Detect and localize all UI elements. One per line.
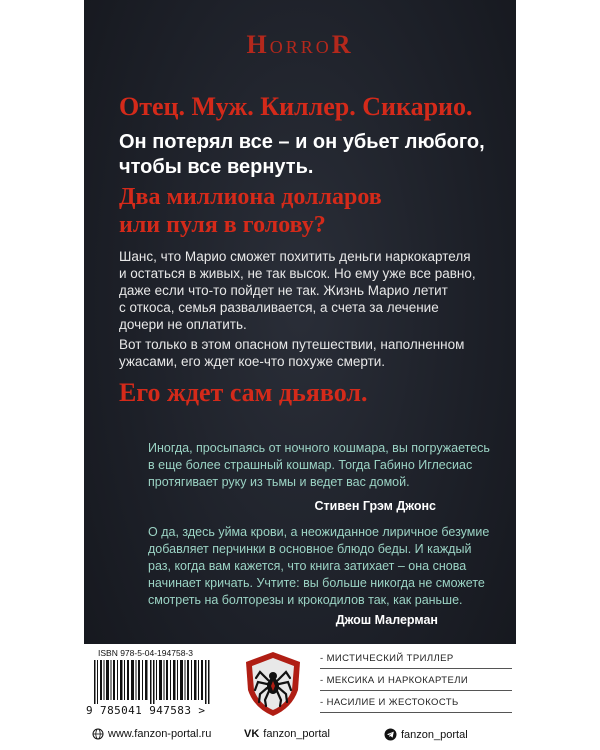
quote-line: начинает кричать. Учтите: вы больше никогда не сможете (148, 576, 485, 590)
tagline-line: Он потерял все – и он убьет любого, (119, 131, 485, 153)
barcode-block (84, 648, 216, 718)
headline: Отец. Муж. Киллер. Сикарио. (119, 92, 473, 121)
website-link[interactable] (92, 728, 211, 740)
imprint-strip (84, 644, 516, 750)
spider-emblem-icon (242, 650, 304, 718)
vk-handle: fanzon_portal (263, 728, 330, 740)
vk-icon: VK (244, 728, 260, 740)
quote-line: в еще более страшный кошмар. Тогда Габино Иглесиас (148, 458, 473, 472)
text-line: ужасами, его ждет кое-что похуже смерти. (119, 354, 386, 369)
genre-item: - МЕКСИКА И НАРКОКАРТЕЛИ (320, 672, 512, 691)
review-quote-2 (148, 524, 496, 609)
quote-line: добавляет перчинки в основное блюдо беды. И каждый (148, 542, 472, 556)
telegram-handle: fanzon_portal (401, 729, 468, 741)
synopsis-paragraph-2 (119, 336, 503, 370)
ean-number: 9 785041 947583 > (86, 704, 206, 717)
tagline-line: чтобы все вернуть. (119, 156, 314, 178)
text-line: Вот только в этом опасном путешествии, наполненном (119, 337, 465, 352)
quote-line: О да, здесь уйма крови, а неожиданное лиричное безумие (148, 525, 490, 539)
genre-list (320, 650, 512, 716)
vk-link[interactable] (244, 728, 330, 740)
text-line: даже если что-то пойдет не так. Жизнь Марио летит (119, 283, 448, 298)
logo-middle: ORRO (269, 37, 332, 57)
horror-series-logo (84, 30, 516, 60)
telegram-icon (384, 728, 397, 741)
review-author-1: Стивен Грэм Джонс (314, 499, 436, 513)
review-quote-1 (148, 440, 496, 491)
isbn-number: ISBN 978-5-04-194758-3 (98, 648, 193, 658)
text-line: дочери не оплатить. (119, 317, 247, 332)
quote-line: раз, когда вам кажется, что книга затихает – она снова (148, 559, 467, 573)
social-links (84, 726, 516, 746)
quote-line: смотреть на болторезы и крокодилов так, как раньше. (148, 593, 463, 607)
barcode-icon (94, 660, 214, 704)
question-heading (119, 183, 499, 239)
review-author-2: Джош Малерман (335, 613, 438, 627)
logo-end: R (331, 30, 354, 59)
website-text: www.fanzon-portal.ru (108, 728, 212, 740)
question-line: Два миллиона долларов (119, 184, 382, 210)
genre-item: - МИСТИЧЕСКИЙ ТРИЛЛЕР (320, 650, 512, 669)
genre-item: - НАСИЛИЕ И ЖЕСТОКОСТЬ (320, 694, 512, 713)
text-line: и остаться в живых, не так высок. Но ему уже все равно, (119, 266, 476, 281)
tagline (119, 130, 499, 180)
closing-heading: Его ждет сам дьявол. (119, 378, 368, 407)
globe-icon (92, 728, 104, 740)
text-line: с откоса, семья разваливается, а счета за лечение (119, 300, 439, 315)
synopsis-paragraph-1 (119, 248, 503, 333)
telegram-link[interactable] (384, 728, 468, 741)
quote-line: протягивает руку из тьмы и ведет вас домой. (148, 475, 410, 489)
quote-line: Иногда, просыпаясь от ночного кошмара, вы погружаетесь (148, 441, 490, 455)
question-line: или пуля в голову? (119, 212, 326, 238)
text-line: Шанс, что Марио сможет похитить деньги наркокартеля (119, 249, 471, 264)
logo-initial: H (246, 30, 270, 59)
